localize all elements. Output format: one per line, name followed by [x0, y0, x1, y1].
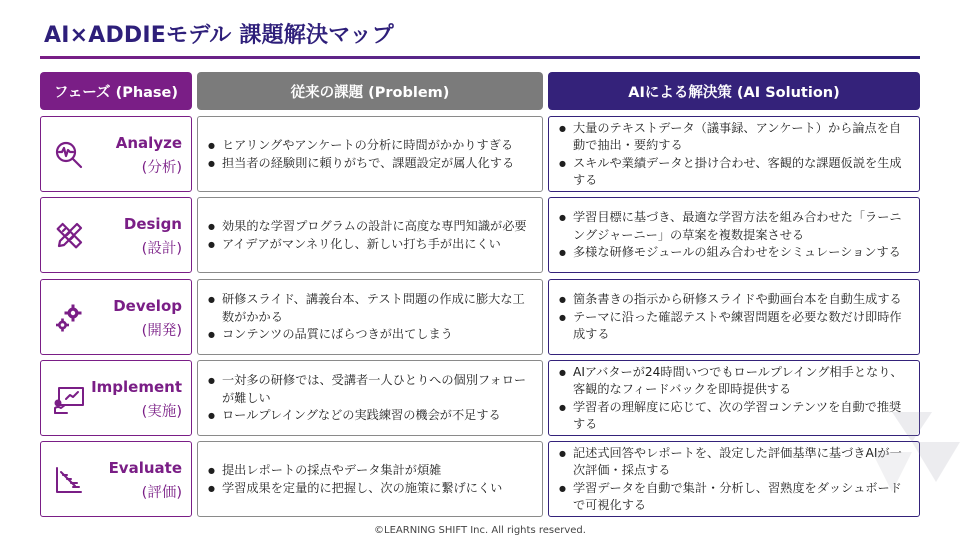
phase-develop	[40, 279, 192, 355]
list-item: ● 研修スライド、講義台本、テスト問題の作成に膨大な工数がかかる	[208, 291, 534, 326]
list-item: ● ロールプレイングなどの実践練習の機会が不足する	[208, 407, 534, 425]
phase-name-en: Develop	[113, 297, 182, 315]
brand-watermark-icon	[872, 412, 960, 512]
list-item: ● 大量のテキストデータ（議事録、アンケート）から論点を自動で抽出・要約する	[559, 120, 911, 155]
phase-name-en: Implement	[91, 378, 182, 396]
solution-cell-implement	[548, 360, 920, 436]
presentation-board-icon	[53, 383, 85, 415]
list-item: ● 担当者の経験則に頼りがちで、課題設定が属人化する	[208, 155, 534, 173]
phase-analyze	[40, 116, 192, 192]
phase-implement	[40, 360, 192, 436]
magnifier-pulse-icon	[53, 139, 85, 171]
list-item: ● 箇条書きの指示から研修スライドや動画台本を自動生成する	[559, 291, 911, 309]
phase-name-ja: (分析)	[141, 160, 182, 176]
title-divider	[40, 56, 920, 59]
list-item: ● 学習目標に基づき、最適な学習方法を組み合わせた「ラーニングジャーニー」の草案を複数提案させる	[559, 209, 911, 244]
list-item: ● 記述式回答やレポートを、設定した評価基準に基づきAIが一次評価・採点する	[559, 445, 911, 480]
copyright-footer: ©LEARNING SHIFT Inc. All rights reserved.	[374, 525, 586, 536]
list-item: ● スキルや業績データと掛け合わせ、客観的な課題仮説を生成する	[559, 155, 911, 190]
phase-name-ja: (実施)	[141, 404, 182, 420]
solution-cell-develop	[548, 279, 920, 355]
problem-cell-design	[197, 197, 543, 273]
list-item: ● アイデアがマンネリ化し、新しい打ち手が出にくい	[208, 236, 534, 254]
list-item: ● テーマに沿った確認テストや練習問題を必要な数だけ即時作成する	[559, 309, 911, 344]
solution-cell-analyze	[548, 116, 920, 192]
problem-cell-implement	[197, 360, 543, 436]
page-title: AI×ADDIEモデル 課題解決マップ	[44, 23, 394, 48]
list-item: ● 提出レポートの採点やデータ集計が煩雑	[208, 462, 534, 480]
list-item: ● AIアバターが24時間いつでもロールプレイング相手となり、客観的なフィードバックを即時提供する	[559, 364, 911, 399]
phase-name-en: Evaluate	[108, 459, 182, 477]
header-phase: フェーズ (Phase)	[40, 72, 192, 110]
gears-icon	[53, 302, 85, 334]
problem-cell-develop	[197, 279, 543, 355]
header-solution: AIによる解決策 (AI Solution)	[548, 72, 920, 110]
phase-name-en: Design	[123, 215, 182, 233]
phase-name-ja: (評価)	[141, 485, 182, 501]
chart-evaluate-icon	[53, 464, 85, 496]
header-problem: 従来の課題 (Problem)	[197, 72, 543, 110]
list-item: ● 効果的な学習プログラムの設計に高度な専門知識が必要	[208, 218, 534, 236]
list-item: ● コンテンツの品質にばらつきが出てしまう	[208, 326, 534, 344]
phase-evaluate	[40, 441, 192, 517]
list-item: ● 学習者の理解度に応じて、次の学習コンテンツを自動で推奨する	[559, 399, 911, 434]
list-item: ● ヒアリングやアンケートの分析に時間がかかりすぎる	[208, 137, 534, 155]
list-item: ● 一対多の研修では、受講者一人ひとりへの個別フォローが難しい	[208, 372, 534, 407]
solution-cell-design	[548, 197, 920, 273]
phase-name-en: Analyze	[115, 134, 182, 152]
ruler-pencil-icon	[53, 220, 85, 252]
phase-name-ja: (設計)	[141, 241, 182, 257]
phase-name-ja: (開発)	[141, 323, 182, 339]
solution-cell-evaluate	[548, 441, 920, 517]
problem-cell-analyze	[197, 116, 543, 192]
phase-design	[40, 197, 192, 273]
list-item: ● 学習データを自動で集計・分析し、習熟度をダッシュボードで可視化する	[559, 480, 911, 515]
problem-cell-evaluate	[197, 441, 543, 517]
list-item: ● 学習成果を定量的に把握し、次の施策に繋げにくい	[208, 480, 534, 498]
list-item: ● 多様な研修モジュールの組み合わせをシミュレーションする	[559, 244, 911, 262]
